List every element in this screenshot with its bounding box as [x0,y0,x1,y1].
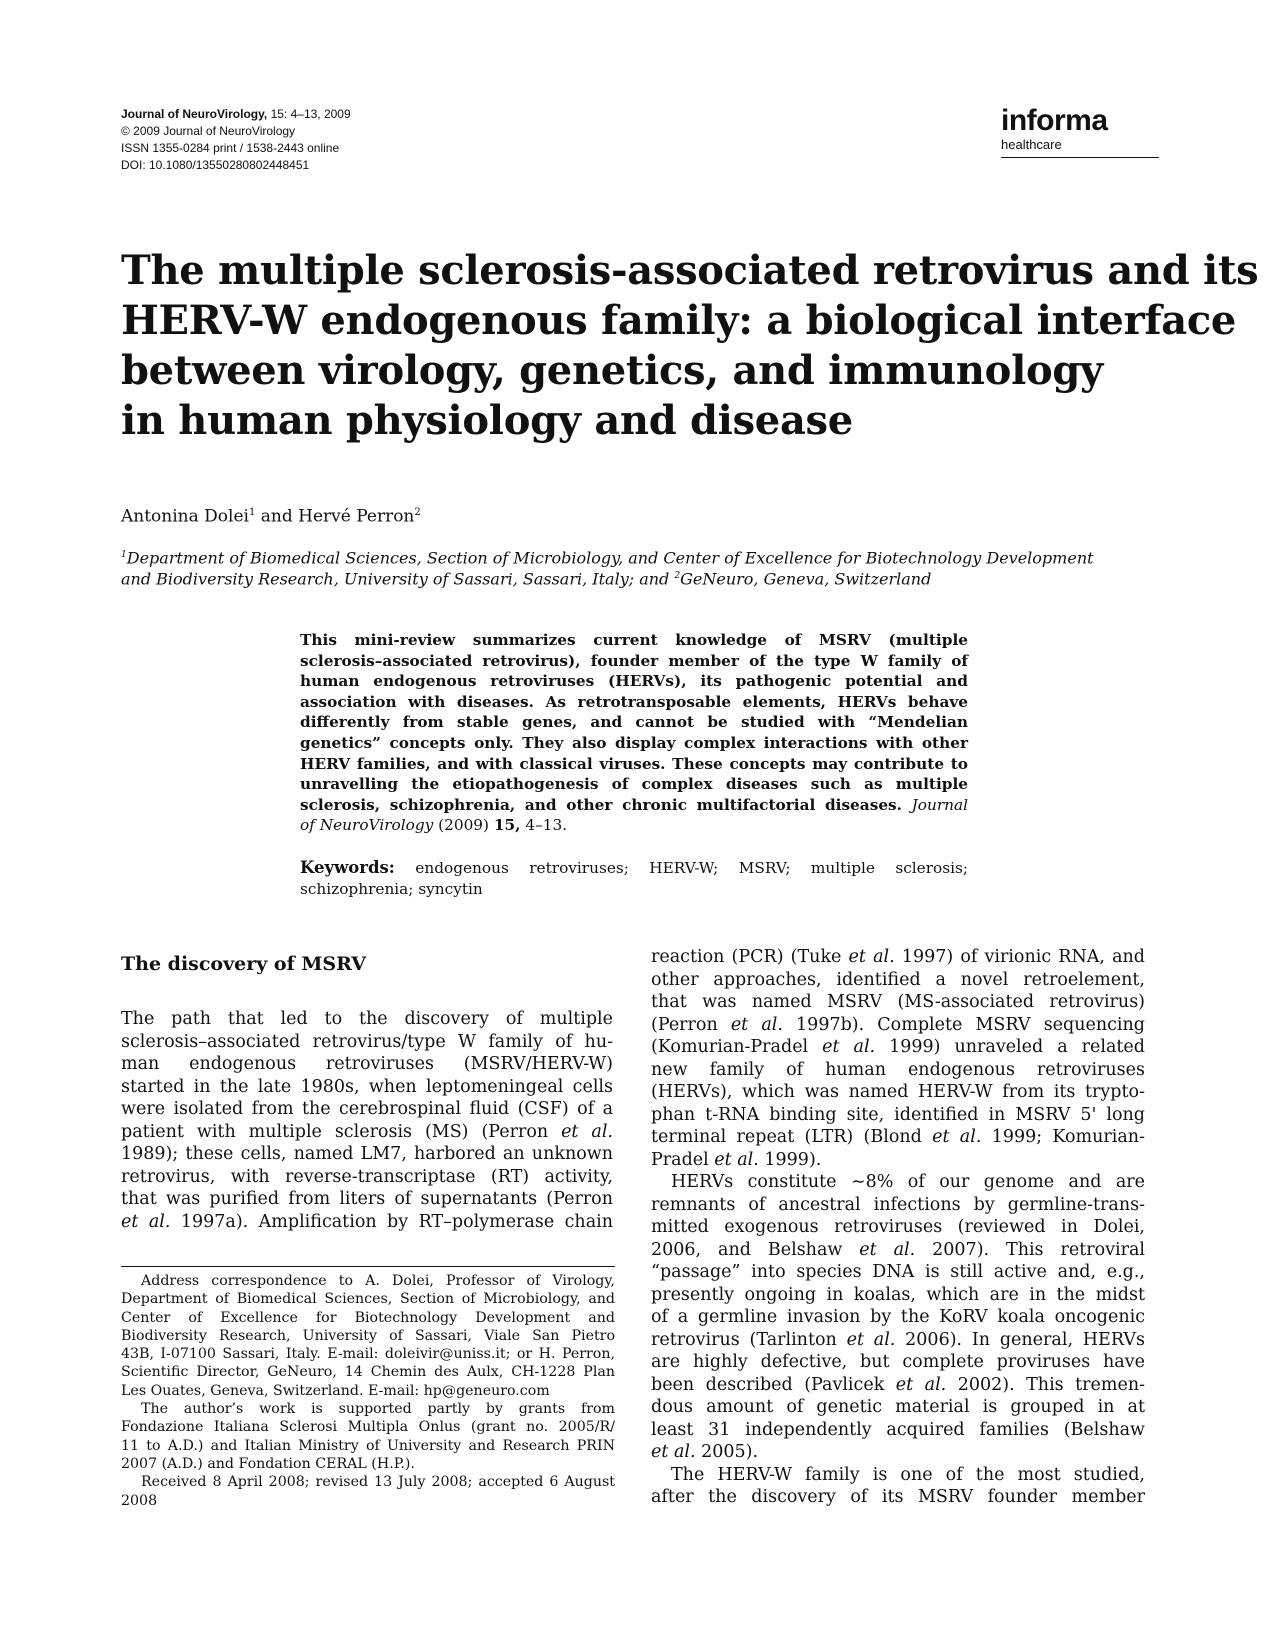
body-line: sclerosis–associated retrovirus/type W family of hu- [121,1031,613,1052]
abstract-line: differently from stable genes, and cannot be studied with “Mendelian [300,713,968,732]
right-column-body [651,946,1145,1509]
body-text: 1997a). Amplification by RT–polymerase chain [170,1211,613,1232]
logo-subtitle: healthcare [1001,137,1062,152]
body-line: retrovirus, with reverse-transcriptase (RT) activity, [121,1166,613,1187]
abstract-line: association with diseases. As retrotransposable elements, HERVs behave [300,692,968,711]
title-line: HERV-W endogenous family: a biological interface [121,297,1237,344]
author-conjunction: and [255,506,299,527]
body-line [121,1121,613,1144]
footnote-line: 2008 [121,1492,158,1509]
journal-metadata [121,106,351,174]
body-line: HERVs constitute ∼8% of our genome and are [671,1172,1145,1192]
body-text: been described (Pavlicek [651,1374,896,1395]
issn-line: ISSN 1355-0284 print / 1538-2443 online [121,141,340,155]
body-text: 2006). In general, HERVs [895,1329,1145,1350]
body-italic: et al. [730,1014,783,1035]
author-name: Hervé Perron [298,506,415,527]
footnote-line: 2007 (A.D.) and Fondation CERAL (H.P.). [121,1455,415,1472]
abstract-line: sclerosis–associated retrovirus), founder member of the type W family of [300,651,968,670]
body-italic: et al. [859,1239,916,1260]
body-line: “passage” into species DNA is still active and, e.g., [651,1262,1145,1282]
body-text: terminal repeat (LTR) (Blond [651,1127,933,1147]
footnote-divider [121,1266,615,1267]
affiliation-text: Department of Biomedical Sciences, Section of Microbiology, and Center of Excellence for Biotechnology Development [126,548,1094,568]
logo-rule [1001,157,1159,158]
body-line: that was named MSRV (MS-associated retrovirus) [651,992,1145,1012]
body-line: new family of human endogenous retroviruses [651,1059,1145,1080]
body-line: were isolated from the cerebrospinal fluid (CSF) of a [121,1099,613,1119]
copyright-line: © 2009 Journal of NeuroVirology [121,124,296,138]
footnote-line: Les Ouates, Geneva, Switzerland. E-mail: hp@geneuro.com [121,1382,550,1399]
body-line: started in the late 1980s, when leptomeningeal cells [121,1076,613,1097]
body-line: The path that led to the discovery of multiple [121,1009,613,1029]
body-line [651,1126,1145,1149]
abstract-line: This mini-review summarizes current knowledge of MSRV (multiple [300,631,968,649]
body-line [651,1149,1145,1172]
body-text: patient with multiple sclerosis (MS) (Perron [121,1121,562,1142]
body-text: 1999). [758,1149,822,1170]
keywords-line: schizophrenia; syncytin [300,879,483,898]
body-line [651,1239,1145,1262]
footnote-line: Address correspondence to A. Dolei, Professor of Virology, [141,1273,615,1289]
abstract-line [300,795,968,816]
body-italic: et al. [714,1149,759,1170]
footnote-line: Scientific Director, GeNeuro, 14 Chemin des Aulx, CH-1228 Plan [121,1364,615,1381]
author-affiliation-marker: 2 [414,507,421,518]
logo-brand: informa [1001,104,1108,137]
footnote-line: Center of Excellence for Biotechnology Development and [121,1309,615,1326]
abstract-text: sclerosis, schizophrenia, and other chronic multifactorial diseases. [300,795,912,814]
footnote-line: 11 to A.D.) and Italian Ministry of University and Research PRIN [121,1437,615,1454]
affiliations [121,546,1161,589]
body-line: that was purified from liters of supernatants (Perron [121,1189,613,1209]
footnote-line: The author’s work is supported partly by grants from [141,1401,615,1418]
affiliation-text: and Biodiversity Research, University of Sassari, Sassari, Italy; and [121,569,675,589]
body-italic: et al. [846,1329,896,1350]
body-line [651,1036,1145,1059]
body-line: other approaches, identified a novel retroelement, [651,969,1145,990]
body-line [651,1329,1145,1352]
body-line: remnants of ancestral infections by germline-trans- [651,1194,1145,1215]
author-list [121,502,421,528]
affiliation-marker: 2 [674,571,681,582]
body-line: are highly defective, but complete proviruses have [651,1352,1145,1372]
article-title [121,246,1259,446]
body-text: 2005). [695,1442,759,1462]
keywords-text: endogenous retroviruses; HERV-W; MSRV; multiple sclerosis; [394,859,968,877]
keywords-line [300,858,968,879]
footnote-line: Fondazione Italiana Sclerosi Multipla Onlus (grant no. 2005/R/ [121,1419,615,1436]
body-text: (Komurian-Pradel [651,1037,823,1057]
body-text: Pradel [651,1149,715,1170]
body-italic: et al. [932,1127,982,1147]
section-heading: The discovery of MSRV [121,953,366,975]
body-italic: et al. [651,1442,696,1462]
doi-line: DOI: 10.1080/13550280802448451 [121,158,310,172]
body-line: 1989); these cells, named LM7, harbored an unknown [121,1144,613,1164]
body-line: The HERV-W family is one of the most studied, [671,1464,1145,1485]
footnote-line: Biodiversity Research, University of Sassari, Viale San Pietro [121,1327,615,1344]
affiliation-text: GeNeuro, Geneva, Switzerland [680,569,932,589]
affiliation-marker: 1 [121,550,127,560]
affiliation-line [121,567,1161,588]
abstract-body [300,630,968,836]
abstract-line: human endogenous retroviruses (HERVs), its pathogenic potential and [300,672,968,691]
citation-volume: 15, [493,816,521,835]
citation-pages: 4–13. [520,816,568,835]
body-text: 2002). This tremen- [946,1374,1146,1395]
body-line [651,1441,1145,1464]
body-line: least 31 independently acquired families (Belshaw [651,1419,1145,1440]
title-line: in human physiology and disease [121,397,853,444]
journal-name: Journal of NeuroVirology, [121,107,268,121]
publisher-logo [1001,104,1159,158]
body-line: (HERVs), which was named HERV-W from its trypto- [651,1082,1145,1102]
body-line [651,946,1145,969]
body-italic: et al. [822,1037,876,1057]
journal-issue: 15: 4–13, 2009 [267,107,351,121]
left-column-body [121,1008,613,1233]
body-line: mitted exogenous retroviruses (reviewed in Dolei, [651,1217,1145,1237]
body-text: retrovirus (Tarlinton [651,1329,847,1350]
body-text: 1999; Komurian- [981,1127,1145,1147]
body-italic: et al. [895,1374,947,1395]
abstract-line: genetics” concepts only. They also display complex interactions with other [300,733,968,752]
citation-year: (2009) [433,816,494,835]
abstract-citation [300,815,968,836]
body-text: 1997) of virionic RNA, and [894,947,1145,967]
body-line [651,1374,1145,1397]
abstract-line: HERV families, and with classical viruses. These concepts may contribute to [300,754,968,773]
body-text: 2006, and Belshaw [651,1239,860,1260]
title-line: The multiple sclerosis-associated retrovirus and its [121,247,1259,294]
footnote-line: Department of Biomedical Sciences, Section of Microbiology, and [121,1291,615,1308]
footnotes [121,1272,615,1510]
title-line: between virology, genetics, and immunology [121,347,1103,394]
body-italic: et al. [121,1211,171,1232]
journal-citation [121,106,351,123]
body-line [651,1014,1145,1037]
body-line: phan t-RNA binding site, identified in MSRV 5' long [651,1104,1145,1125]
abstract-line: unravelling the etiopathogenesis of complex diseases such as multiple [300,775,968,794]
footnote-line: 43B, I-07100 Sassari, Italy. E-mail: doleivir@uniss.it; or H. Perron, [121,1346,615,1363]
body-line [121,1211,613,1234]
author-affiliation-marker: 1 [248,507,256,518]
body-line: dous amount of genetic material is grouped in at [651,1397,1145,1417]
body-italic: et al. [561,1121,613,1142]
body-text: 1997b). Complete MSRV sequencing [782,1014,1145,1035]
body-text: reaction (PCR) (Tuke [651,947,849,967]
body-line: of a germline invasion by the KoRV koala oncogenic [651,1307,1145,1327]
abstract [300,630,968,836]
author-name: Antonina Dolei [121,506,249,527]
citation-journal: Journal [911,795,968,814]
body-text: 1999) unraveled a related [875,1037,1145,1057]
affiliation-line [121,546,1161,567]
body-text: (Perron [651,1014,731,1035]
citation-journal: of NeuroVirology [300,816,434,835]
body-italic: et al. [848,947,895,967]
body-text: 2007). This retroviral [915,1239,1146,1260]
keywords [300,858,968,899]
body-line: man endogenous retroviruses (MSRV/HERV-W) [121,1054,613,1074]
body-line: presently ongoing in koalas, which are in the midst [651,1284,1145,1305]
keywords-label: Keywords: [300,858,395,877]
body-line: after the discovery of its MSRV founder member [651,1487,1145,1507]
footnote-line: Received 8 April 2008; revised 13 July 2008; accepted 6 August [141,1474,615,1491]
